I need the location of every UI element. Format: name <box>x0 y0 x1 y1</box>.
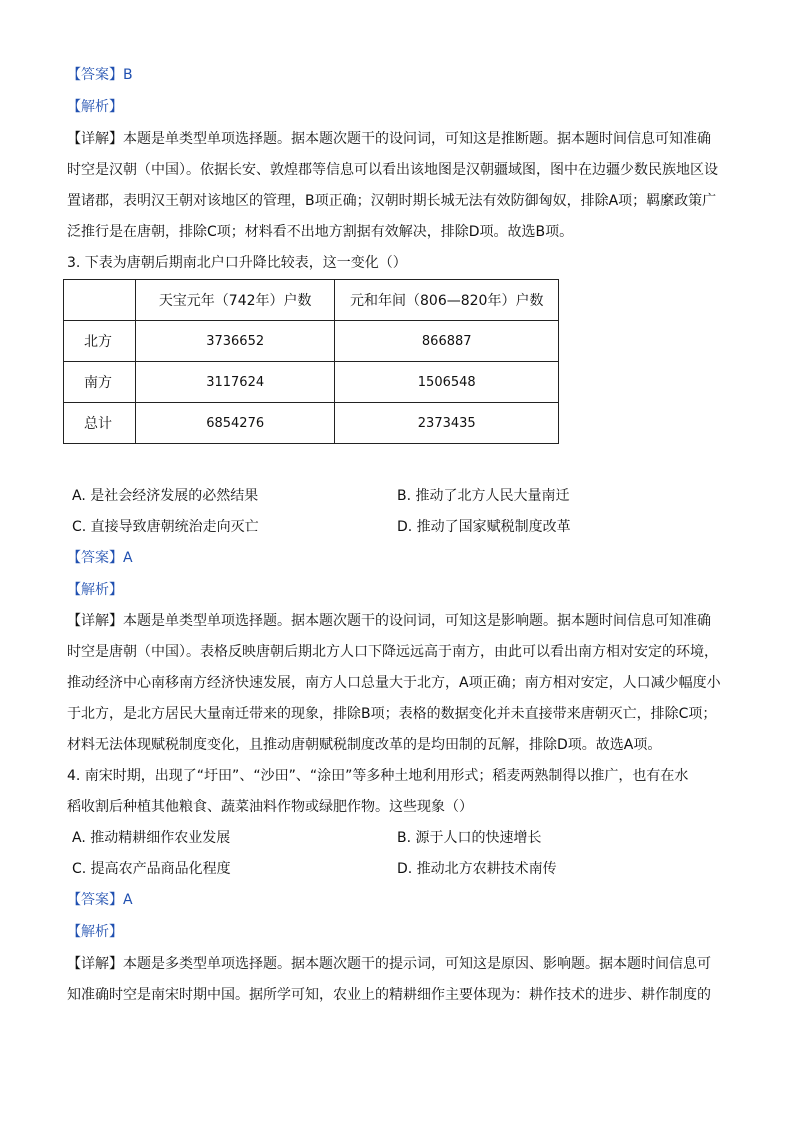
table-cell: 866887 <box>335 321 559 362</box>
q3-detail-line: 推动经济中心南移南方经济快速发展，南方人口总量大于北方，A项正确；南方相对安定，人口减少幅度小 <box>67 675 721 691</box>
table-header-row <box>64 280 559 321</box>
table-row <box>64 321 559 362</box>
q3-answer: 【答案】A <box>67 550 133 566</box>
q2-detail-line: 【详解】本题是单类型单项选择题。据本题次题干的设问词，可知这是推断题。据本题时间信息可知准确 <box>67 131 711 147</box>
q3-option-c: C. 直接导致唐朝统治走向灭亡 <box>72 519 259 535</box>
table-cell: 2373435 <box>335 403 559 444</box>
table-row <box>64 362 559 403</box>
household-comparison-table <box>63 279 559 444</box>
q2-answer: 【答案】B <box>67 67 133 83</box>
q3-stem: 3. 下表为唐朝后期南北户口升降比较表，这一变化（） <box>67 255 407 271</box>
q2-analysis-label: 【解析】 <box>67 99 123 115</box>
q2-detail-line: 置诸郡，表明汉王朝对该地区的管理，B项正确；汉朝时期长城无法有效防御匈奴，排除A项；羁縻政策广 <box>67 193 717 209</box>
q3-option-a: A. 是社会经济发展的必然结果 <box>72 488 259 504</box>
table-cell: 1506548 <box>335 362 559 403</box>
table-header-cell <box>64 280 136 321</box>
q4-stem-line: 4. 南宋时期，出现了“圩田”、“沙田”、“涂田”等多种土地利用形式；稻麦两熟制得以推广，也有在水 <box>67 768 689 784</box>
row-label: 北方 <box>64 321 136 362</box>
table-cell: 3117624 <box>135 362 335 403</box>
q2-detail-line: 时空是汉朝（中国）。依据长安、敦煌郡等信息可以看出该地图是汉朝疆域图，图中在边疆少数民族地区设 <box>67 162 718 178</box>
q4-detail-line: 知准确时空是南宋时期中国。据所学可知，农业上的精耕细作主要体现为：耕作技术的进步、耕作制度的 <box>67 987 711 1003</box>
q3-option-b: B. 推动了北方人民大量南迁 <box>397 488 570 504</box>
q4-option-a: A. 推动精耕细作农业发展 <box>72 830 231 846</box>
table-cell: 6854276 <box>135 403 335 444</box>
q4-stem-line: 稻收割后种植其他粮食、蔬菜油料作物或绿肥作物。这些现象（） <box>67 799 473 815</box>
table-cell: 3736652 <box>135 321 335 362</box>
q4-option-d: D. 推动北方农耕技术南传 <box>397 861 557 877</box>
q3-detail-line: 材料无法体现赋税制度变化，且推动唐朝赋税制度改革的是均田制的瓦解，排除D项。故选A项。 <box>67 737 662 753</box>
row-label: 南方 <box>64 362 136 403</box>
q3-option-d: D. 推动了国家赋税制度改革 <box>397 519 571 535</box>
q3-detail-line: 于北方，是北方居民大量南迁带来的现象，排除B项；表格的数据变化并未直接带来唐朝灭亡，排除C项； <box>67 706 717 722</box>
q4-option-c: C. 提高农产品商品化程度 <box>72 861 231 877</box>
q3-detail-line: 时空是唐朝（中国）。表格反映唐朝后期北方人口下降远远高于南方，由此可以看出南方相对安定的环境， <box>67 644 718 660</box>
q4-analysis-label: 【解析】 <box>67 924 123 940</box>
q3-analysis-label: 【解析】 <box>67 582 123 598</box>
table-header-cell: 天宝元年（742年）户数 <box>135 280 335 321</box>
table-header-cell: 元和年间（806—820年）户数 <box>335 280 559 321</box>
q4-detail-line: 【详解】本题是多类型单项选择题。据本题次题干的提示词，可知这是原因、影响题。据本题时间信息可 <box>67 956 711 972</box>
row-label: 总计 <box>64 403 136 444</box>
q4-option-b: B. 源于人口的快速增长 <box>397 830 542 846</box>
q4-answer: 【答案】A <box>67 892 133 908</box>
q2-detail-line: 泛推行是在唐朝，排除C项；材料看不出地方割据有效解决，排除D项。故选B项。 <box>67 224 574 240</box>
q3-detail-line: 【详解】本题是单类型单项选择题。据本题次题干的设问词，可知这是影响题。据本题时间信息可知准确 <box>67 613 711 629</box>
table-row <box>64 403 559 444</box>
